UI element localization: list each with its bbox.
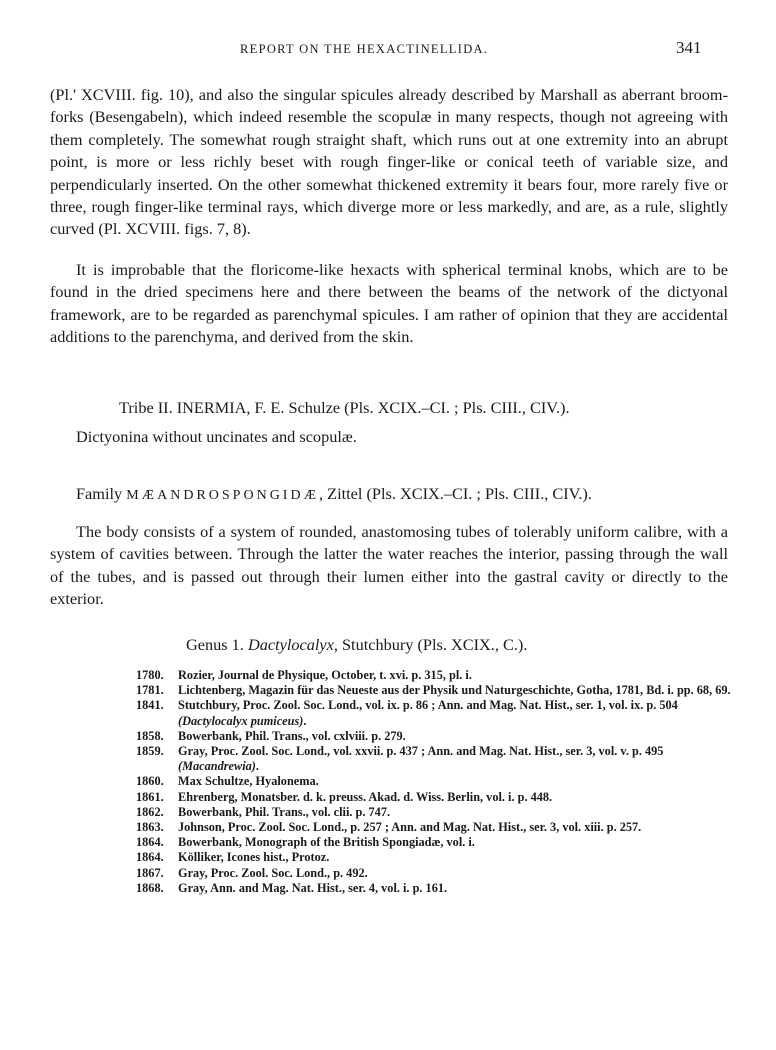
bibliography-entry: [136, 698, 736, 728]
genus-heading: [186, 635, 527, 655]
bib-text: [178, 881, 736, 896]
bib-text: [178, 744, 736, 774]
bib-year: 1781.: [136, 683, 164, 698]
bib-year: 1862.: [136, 804, 164, 819]
tribe-name: INERMIA: [176, 398, 247, 417]
bib-citation: Rozier, Journal de Physique, October, t. xvi. p. 315, pl. i.: [178, 668, 472, 682]
bibliography-entry: [136, 729, 736, 744]
genus-prefix: Genus 1.: [186, 635, 248, 654]
bib-year: 1864.: [136, 850, 164, 865]
tribe-description: Dictyonina without uncinates and scopulæ.: [76, 427, 357, 446]
bib-text: [178, 698, 736, 728]
bib-text: [178, 866, 736, 881]
bib-citation: Gray, Ann. and Mag. Nat. Hist., ser. 4, vol. i. p. 161.: [178, 880, 448, 895]
bib-year: 1861.: [136, 789, 164, 804]
bib-citation: Max Schultze, Hyalonema.: [178, 774, 319, 789]
bib-species: (Macandrewia): [178, 759, 256, 774]
bib-year: 1867.: [136, 865, 164, 880]
bib-year: 1864.: [136, 835, 164, 850]
bib-tail: .: [303, 713, 307, 728]
bib-citation: Bowerbank, Monograph of the British Spongiadæ, vol. i.: [178, 835, 475, 850]
family-name: MÆANDROSPONGIDÆ: [126, 488, 320, 503]
bibliography-entry: [136, 881, 736, 896]
bib-citation: Johnson, Proc. Zool. Soc. Lond., p. 257 ; Ann. and Mag. Nat. Hist., ser. 3, vol. xiii. p. 257.: [178, 820, 642, 835]
bibliography-entry: [136, 790, 736, 805]
bibliography-list: [136, 668, 736, 896]
running-head: [0, 38, 776, 62]
bib-text: [178, 850, 736, 865]
bib-citation: Stutchbury, Proc. Zool. Soc. Lond., vol. ix. p. 86 ; Ann. and Mag. Nat. Hist., ser. 1, vol. ix. p. 504: [178, 698, 678, 713]
bib-species: (Dactylocalyx pumiceus): [178, 713, 304, 728]
bib-citation: Kölliker, Icones hist., Protoz.: [178, 850, 330, 865]
bib-text: [178, 805, 736, 820]
bib-text: [178, 668, 736, 683]
bib-citation: Gray, Proc. Zool. Soc. Lond., vol. xxvii. p. 437 ; Ann. and Mag. Nat. Hist., ser. 3, vol. v. p. 495: [178, 744, 664, 759]
bib-text: [178, 774, 736, 789]
bib-text: [178, 820, 736, 835]
bib-citation: Gray, Proc. Zool. Soc. Lond., p. 492.: [178, 865, 368, 880]
bibliography-entry: [136, 850, 736, 865]
bib-year: 1841.: [136, 698, 164, 713]
genus-name: Dactylocalyx: [247, 635, 334, 654]
body-paragraph: The body consists of a system of rounded, anastomosing tubes of tolerably uniform calibre, with a system of cavities between. Through the latter the water reaches the interior, passing through the wall of the tubes, and is passed out through their lumen either into the gastral cavity or directly to the exterior.: [50, 522, 728, 609]
bib-citation: Bowerbank, Phil. Trans., vol. clii. p. 747.: [178, 804, 391, 819]
body-paragraph: (Pl.' XCVIII. fig. 10), and also the singular spicules already described by Marshall as aberrant broom-forks (Besengabeln), which indeed resemble the scopulæ in many respects, though not agreeing with them completely. The somewhat rough straight shaft, which runs out at one extremity into an abrupt point, is more or less richly beset with rough finger-like or conical teeth of variable size, and perpendicularly inserted. On the other somewhat thickened extremity it bears four, more rarely five or three, rough finger-like terminal rays, which diverge more or less markedly, and are, as a rule, slightly curved (Pl. XCVIII. figs. 7, 8).: [50, 85, 728, 239]
bibliography-entry: [136, 774, 736, 789]
bib-year: 1868.: [136, 880, 164, 895]
bib-year: 1859.: [136, 744, 164, 759]
bib-text: [178, 835, 736, 850]
running-title: REPORT ON THE HEXACTINELLIDA.: [240, 42, 489, 56]
tribe-prefix: Tribe II.: [119, 398, 177, 417]
family-heading: [76, 484, 592, 504]
bib-text: [178, 729, 736, 744]
bibliography-entry: [136, 744, 736, 774]
bib-text: [178, 683, 736, 698]
bibliography-entry: [136, 820, 736, 835]
bibliography-entry: [136, 866, 736, 881]
bibliography-entry: [136, 683, 736, 698]
bibliography-entry: [136, 805, 736, 820]
bib-year: 1780.: [136, 668, 164, 682]
bib-tail: .: [255, 759, 259, 774]
body-paragraph: It is improbable that the floricome-like hexacts with spherical terminal knobs, which are to be found in the dried specimens here and there between the beams of the network of the dictyonal framework, are to be regarded as parenchymal spicules. I am rather of opinion that they are accidental additions to the parenchyma, and derived from the skin.: [50, 260, 728, 347]
bib-citation: Ehrenberg, Monatsber. d. k. preuss. Akad. d. Wiss. Berlin, vol. i. p. 448.: [178, 789, 553, 804]
bibliography-entry: [136, 668, 736, 683]
family-suffix: , Zittel (Pls. XCIX.–CI. ; Pls. CIII., CIV.).: [319, 484, 592, 503]
bib-citation: Lichtenberg, Magazin für das Neueste aus der Physik und Naturgeschichte, Gotha, 1781, Bd. i. pp. 68, 69.: [178, 683, 731, 698]
bib-text: [178, 790, 736, 805]
bibliography-entry: [136, 835, 736, 850]
tribe-heading: [119, 398, 570, 418]
bib-citation: Bowerbank, Phil. Trans., vol. cxlviii. p. 279.: [178, 728, 406, 743]
bib-year: 1858.: [136, 728, 164, 743]
family-prefix: Family: [76, 484, 127, 503]
page-number: 341: [676, 38, 702, 57]
bib-year: 1863.: [136, 820, 164, 835]
genus-suffix: , Stutchbury (Pls. XCIX., C.).: [333, 635, 528, 654]
tribe-suffix: , F. E. Schulze (Pls. XCIX.–CI. ; Pls. CIII., CIV.).: [246, 398, 570, 417]
bib-year: 1860.: [136, 774, 164, 789]
